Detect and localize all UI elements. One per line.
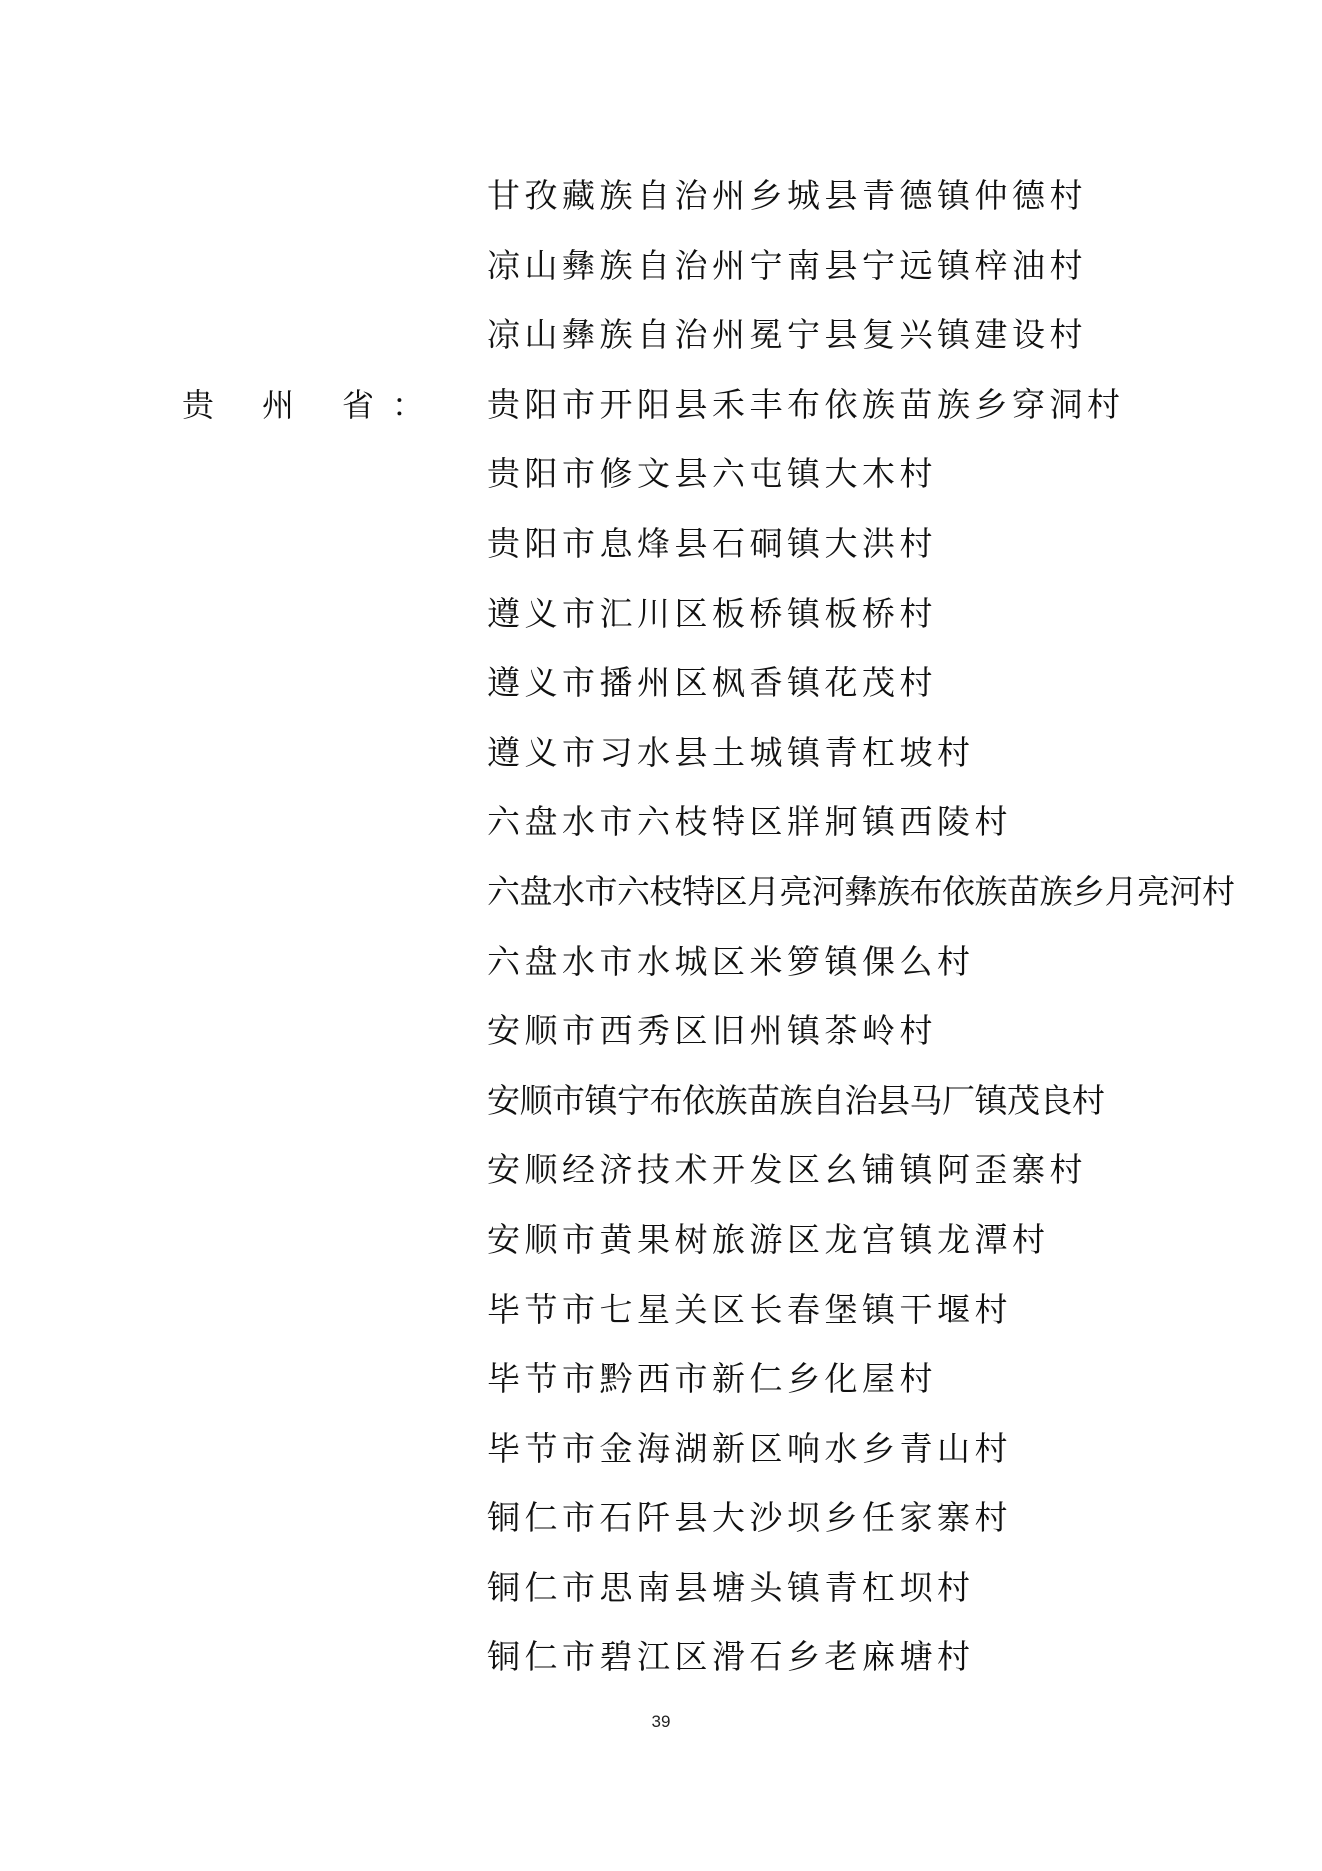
province-label-guizhou [182,375,424,431]
village-item: 贵阳市修文县六屯镇大木村 [487,454,937,494]
village-item: 贵阳市息烽县石硐镇大洪村 [487,523,937,563]
village-item: 毕节市黔西市新仁乡化屋村 [487,1359,937,1399]
village-item: 贵阳市开阳县禾丰布依族苗族乡穿洞村 [487,384,1125,424]
village-item: 凉山彝族自治州冕宁县复兴镇建设村 [487,315,1087,355]
village-item: 安顺市西秀区旧州镇茶岭村 [487,1011,937,1051]
province-char: 贵 [182,386,215,424]
province-char: 州 [262,386,295,424]
page-number: 39 [651,1712,671,1731]
village-item: 铜仁市碧江区滑石乡老麻塘村 [487,1637,975,1677]
village-item: 凉山彝族自治州宁南县宁远镇梓油村 [487,245,1087,285]
village-item: 遵义市习水县土城镇青杠坡村 [487,732,975,772]
village-list [487,166,1235,1697]
village-item: 六盘水市水城区米箩镇倮么村 [487,941,975,981]
village-item: 毕节市金海湖新区响水乡青山村 [487,1428,1012,1468]
village-item: 铜仁市石阡县大沙坝乡任家寨村 [487,1498,1012,1538]
village-item: 毕节市七星关区长春堡镇干堰村 [487,1289,1012,1329]
village-item: 甘孜藏族自治州乡城县青德镇仲德村 [487,176,1087,215]
village-item: 铜仁市思南县塘头镇青杠坝村 [487,1567,975,1607]
village-item: 遵义市播州区枫香镇花茂村 [487,663,937,703]
province-char: 省 [342,386,375,424]
village-item: 六盘水市六枝特区牂牁镇西陵村 [487,802,1012,842]
village-item: 六盘水市六枝特区月亮河彝族布依族苗族乡月亮河村 [487,871,1235,911]
village-item: 遵义市汇川区板桥镇板桥村 [487,593,937,633]
village-item: 安顺经济技术开发区幺铺镇阿歪寨村 [487,1150,1087,1190]
province-colon: ： [392,386,425,424]
village-item: 安顺市镇宁布依族苗族自治县马厂镇茂良村 [487,1080,1105,1120]
village-item: 安顺市黄果树旅游区龙宫镇龙潭村 [487,1219,1050,1259]
